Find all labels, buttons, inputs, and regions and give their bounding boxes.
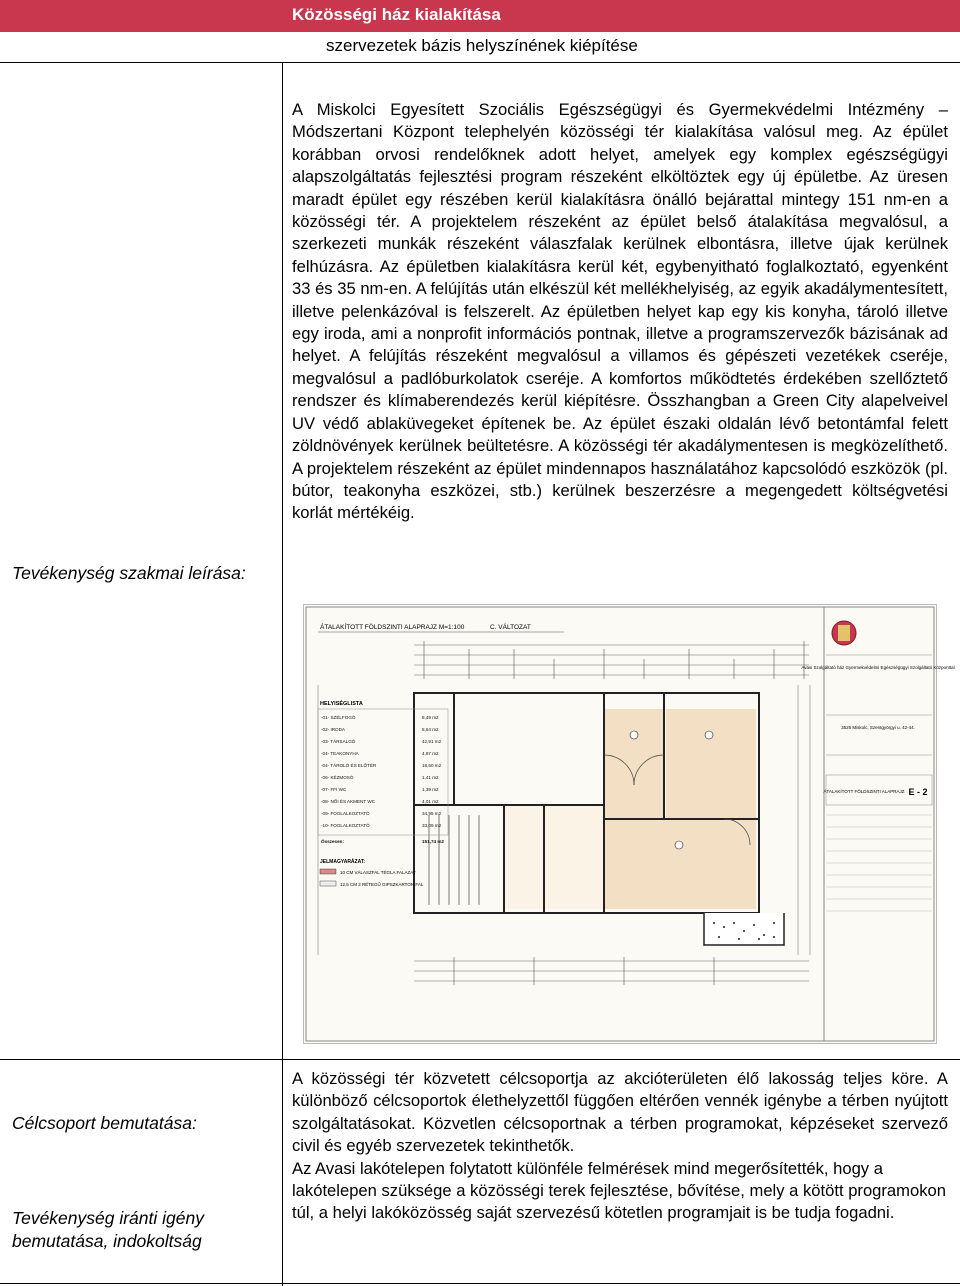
room-area: 1,41 m2 — [422, 775, 439, 780]
target-group-text — [292, 1068, 948, 1225]
plan-title: ÁTALAKÍTOTT FÖLDSZINTI ALAPRAJZ M=1:100 — [320, 624, 465, 631]
floor-plan-svg — [304, 605, 955, 1043]
plan-address: 3526 Miskolc, Szentgyörgyi u. 42-44. — [841, 725, 915, 730]
room-area: 18,60 m2 — [422, 763, 442, 768]
need-justification-label: Tevékenység iránti igény bemutatása, indokoltság — [12, 1208, 204, 1251]
target-group-label: Célcsoport bemutatása: — [12, 1113, 197, 1133]
activity-description-text — [292, 99, 948, 525]
room-area: 42,91 m2 — [422, 739, 442, 744]
room-area: 8,64 m2 — [422, 727, 439, 732]
room-list-title: HELYISÉGLISTA — [320, 701, 363, 707]
room-area: 4,97 m2 — [422, 751, 439, 756]
room-name: -04- TÁROLÓ ÉS ELŐTÉR — [321, 763, 377, 768]
plan-project: Avasi Szolgáltató ház Gyermekvédelmi Egészségügyi Szolgáltató Központtal — [801, 665, 955, 670]
section-subheader — [0, 32, 960, 63]
room-area: 33,09 m2 — [422, 823, 442, 828]
room-name: -01- SZÉLFOGÓ — [321, 715, 356, 720]
plan-key-item: 10 CM VÁLASZFAL TÉGLA FALAZAT — [340, 870, 416, 875]
room-area: 4,01 m2 — [422, 799, 439, 804]
room-name: -07- FFI WC — [321, 787, 347, 792]
plan-key-item: 12,5 CM 2 RÉTEGŰ GIPSZKARTON FAL — [340, 882, 424, 887]
room-area: 34,95 m2 — [422, 811, 442, 816]
room-total-value: 151,74 m2 — [422, 839, 444, 844]
room-area: 8,49 m2 — [422, 715, 439, 720]
room-name: -10- FOGLALKOZTATÓ — [321, 823, 370, 828]
room-name: -08- NŐI ÉS AKMENT WC — [321, 799, 376, 804]
room-name: -06- KÉZMOSÓ — [321, 775, 354, 780]
target-group-paragraph: A közösségi tér közvetett célcsoportja az akcióterületen élő lakosság teljes köre. A különböző célcsoportok élethelyzettől függően eltérően vennék igénybe a térben nyújtott szolgáltatásokat. Közvetlen célcsoportnak a térben programokat, képzéseket szervező civil és egyéb szervezetek tekinthetők. — [292, 1069, 948, 1156]
row-divider — [0, 1059, 960, 1060]
room-name: -02- IRODA — [321, 727, 345, 732]
floor-plan-drawing — [303, 604, 955, 1044]
page-title: Közösségi ház kialakítása — [292, 5, 501, 24]
section-header — [0, 0, 960, 32]
room-name: -04- TEAKONYHA — [321, 751, 359, 756]
plan-variant: C. VÁLTOZAT — [490, 624, 531, 631]
column-divider — [282, 62, 283, 1286]
room-total-label: Összesen: — [321, 839, 344, 844]
room-area: 1,39 m2 — [422, 787, 439, 792]
room-name: -03- TÁRSALGÓ — [321, 739, 356, 744]
plan-key-title: JELMAGYARÁZAT: — [320, 859, 366, 865]
activity-description-paragraph: A Miskolci Egyesített Szociális Egészségügyi és Gyermekvédelmi Intézmény – Módszertani Központ telephelyén közösségi tér kialakítása valósul meg. Az épület korábban orvosi rendelőknek adott helyet, amelyek egy komplex egészségügyi alapszolgáltatás fejlesztési program részeként elköltöztek egy új épületbe. Az üresen maradt épület egy részében kerül kialakításra önálló bejárattal mintegy 151 nm-en a közösségi tér. A projektelem részeként az épület belső átalakítása megvalósul, a szerkezeti munkák részeként válaszfalak kerülnek elbontásra, illetve újak kerülnek felhúzásra. Az épületben kialakításra kerül két, egybenyitható foglalkoztató, egyenként 33 és 35 nm-en. A felújítás után elkészül két mellékhelyiség, az egyik akadálymentesített, illetve pelenkázóval is felszerelt. Az épületben helyet kap egy kis konyha, tároló illetve egy iroda, ami a nonprofit információs pontnak, illetve a programszervezők bázisának ad helyet. A felújítás részeként megvalósul a villamos és gépészeti vezetékek cseréje, megvalósul a padlóburkolatok cseréje. A komfortos működtetés érdekében szellőztető rendszer és klímaberendezés kerül kiépítésre. Összhangban a Green City alapelveivel UV védő ablaküvegeket építenek be. Az épület északi oldalán lévő betontámfal felett zöldnövények kerülnek beültetésre. A közösségi tér akadálymentesen is megközelíthető. A projektelem részeként az épület mindennapos használatához kapcsolódó eszközök (pl. bútor, teakonyha eszközei, stb.) kerülnek beszerzésre a megengedett költségvetési korlát mértékéig. — [292, 100, 948, 523]
need-justification-paragraph: Az Avasi lakótelepen folytatott különféle felmérések mind megerősítették, hogy a lakótelepen szüksége a közösségi terek fejlesztése, bővítése, mely a kötött programokon túl, a helyi lakóközösség saját szervezésű kötetlen programjait is be tudja fogadni. — [292, 1158, 946, 1223]
activity-description-label: Tevékenység szakmai leírása: — [12, 563, 246, 583]
room-name: -09- FOGLALKOZTATÓ — [321, 811, 370, 816]
plan-sheet-number: E - 2 — [908, 787, 928, 797]
table-bottom-border — [0, 1283, 960, 1284]
plan-sheet-title: ÁTALAKÍTOTT FÖLDSZINTI ALAPRAJZ — [823, 789, 905, 794]
page-subtitle: szervezetek bázis helyszínének kiépítése — [326, 36, 638, 55]
